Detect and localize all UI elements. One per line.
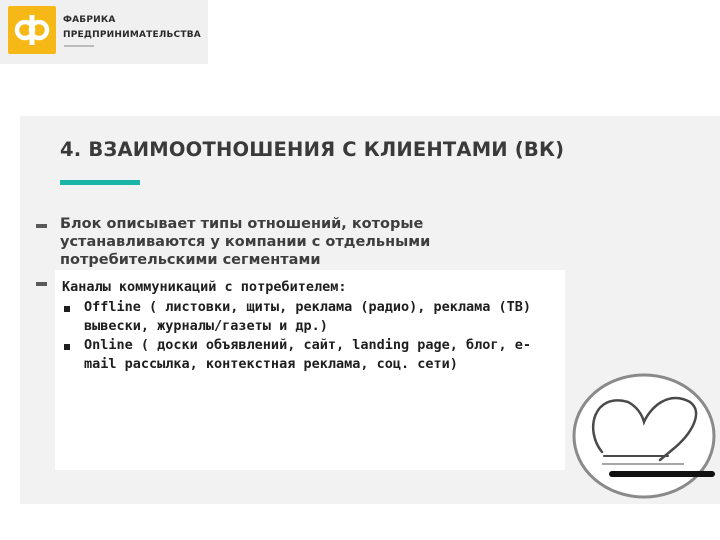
channel-item-offline: Offline ( листовки, щиты, реклама (радио), реклама (ТВ) вывески, журналы/газеты и др.) [84,299,532,334]
channels-heading: Каналы коммуникаций с потребителем: [62,279,347,295]
channel-item-online: Online ( доски объявлений, сайт, landing page, блог, e-mail рассылка, контекстная реклама, соц. сети) [84,337,532,372]
heart-pen-icon [572,372,718,506]
logo-tagline [64,45,94,47]
brand-logo [0,0,208,64]
square-bullet-icon [64,306,70,312]
slide-title: 4. ВЗАИМООТНОШЕНИЯ С КЛИЕНТАМИ (ВК) [60,138,565,161]
bullet-text: Блок описывает типы отношений, которые устанавливаются у компании с отдельными потребительскими сегментами [60,216,431,268]
bullet-dash-icon [36,224,47,228]
logo-text-line2: ПРЕДПРИНИМАТЕЛЬСТВА [63,30,201,40]
bullet-dash-icon [36,282,47,286]
square-bullet-icon [64,344,70,350]
title-underline [60,180,140,185]
logo-text-line1: ФАБРИКА [63,15,116,25]
logo-f-icon [8,6,56,54]
